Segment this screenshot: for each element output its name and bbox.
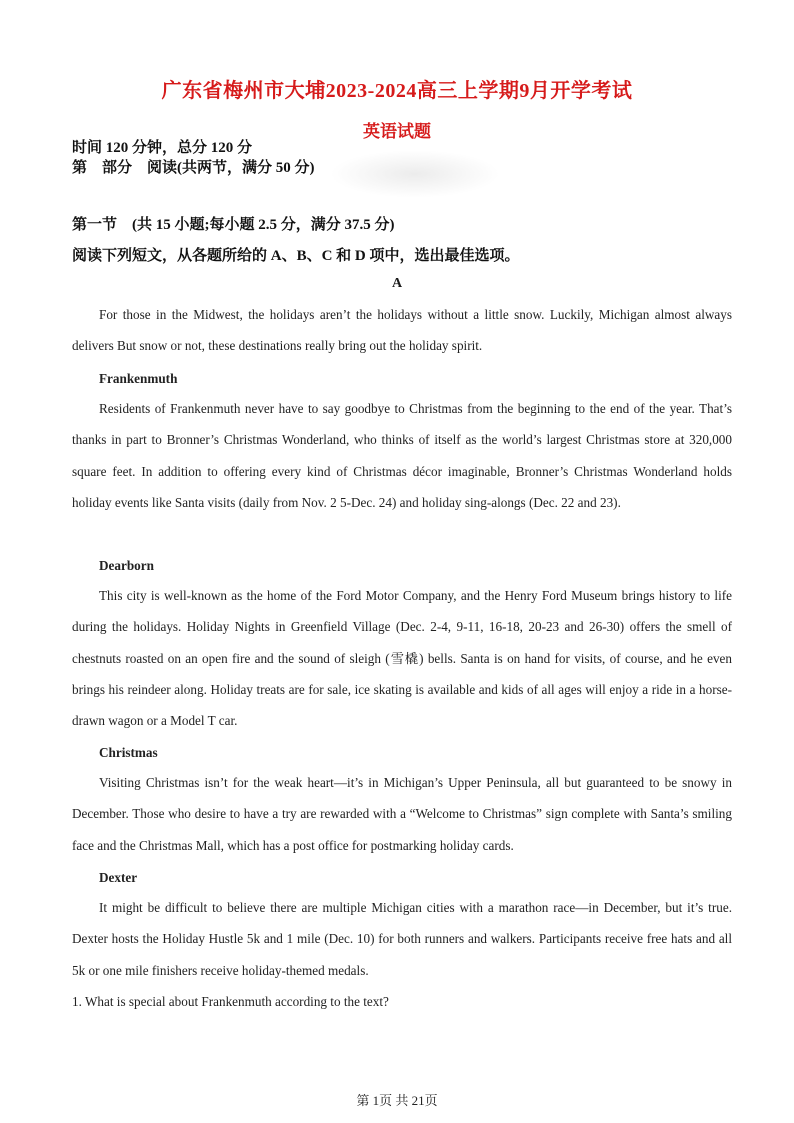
instruction: 阅读下列短文，从各题所给的 A、B、C 和 D 项中，选出最佳选项。: [72, 248, 520, 264]
exam-subtitle: 英语试题: [363, 122, 431, 141]
page-footer: 第 1页 共 21页: [356, 1093, 438, 1108]
passage-intro: For those in the Midwest, the holidays aren’t the holidays without a little snow. Luckily, Michigan almost always delivers But snow or not, these destinations really bring out the holiday spirit.: [72, 307, 732, 354]
section-text-christmas: Visiting Christmas isn’t for the weak heart—it’s in Michigan’s Upper Peninsula, all but guaranteed to be snowy in December. Those who desire to have a try are rewarded with a “Welcome to Christmas” sign complete with Santa’s smiling face and the Christmas Mall, which has a post office for postmarking holiday cards.: [72, 775, 732, 853]
section-heading-dexter: Dexter: [99, 870, 138, 885]
section-heading: 第一节 (共 15 小题;每小题 2.5 分，满分 37.5 分): [72, 217, 395, 233]
section-heading-christmas: Christmas: [99, 745, 158, 760]
section-text-dearborn: This city is well-known as the home of the Ford Motor Company, and the Henry Ford Museum brings history to life during the holidays. Holiday Nights in Greenfield Village (Dec. 2-4, 9-11, 16-18, 20-23 and 26-30) offers the smell of chestnuts roasted on an open fire and the sound of sleigh (雪橇) bells. Santa is on hand for visits, of course, and he even brings his reindeer along. Holiday treats are for sale, ice skating is available and kids of all ages will enjoy a ride in a horse-drawn wagon or a Model T car.: [72, 588, 732, 729]
exam-time: 时间 120 分钟，总分 120 分: [72, 140, 253, 156]
section-text-frankenmuth: Residents of Frankenmuth never have to say goodbye to Christmas from the beginning to the end of the year. That’s thanks in part to Bronner’s Christmas Wonderland, who thinks of itself as the world’s largest Christmas store at 320,000 square feet. In addition to offering every kind of Christmas décor imaginable, Bronner’s Christmas Wonderland holds holiday events like Santa visits (daily from Nov. 2 5-Dec. 24) and holiday sing-alongs (Dec. 22 and 23).: [72, 401, 732, 510]
section-heading-dearborn: Dearborn: [99, 558, 154, 573]
section-text-dexter: It might be difficult to believe there are multiple Michigan cities with a marathon race—in December, but it’s true. Dexter hosts the Holiday Hustle 5k and 1 mile (Dec. 10) for both runners and walkers. Participants receive free hats and all 5k or one mile finishers receive holiday-themed medals.: [72, 900, 732, 978]
section-heading-frankenmuth: Frankenmuth: [99, 371, 178, 386]
scan-smudge: [330, 150, 500, 198]
part-heading: 第 部分 阅读(共两节，满分 50 分): [72, 160, 315, 176]
exam-title: 广东省梅州市大埔2023-2024高三上学期9月开学考试: [161, 80, 633, 102]
passage-label: A: [391, 276, 403, 291]
question-1: 1. What is special about Frankenmuth according to the text?: [72, 994, 389, 1009]
